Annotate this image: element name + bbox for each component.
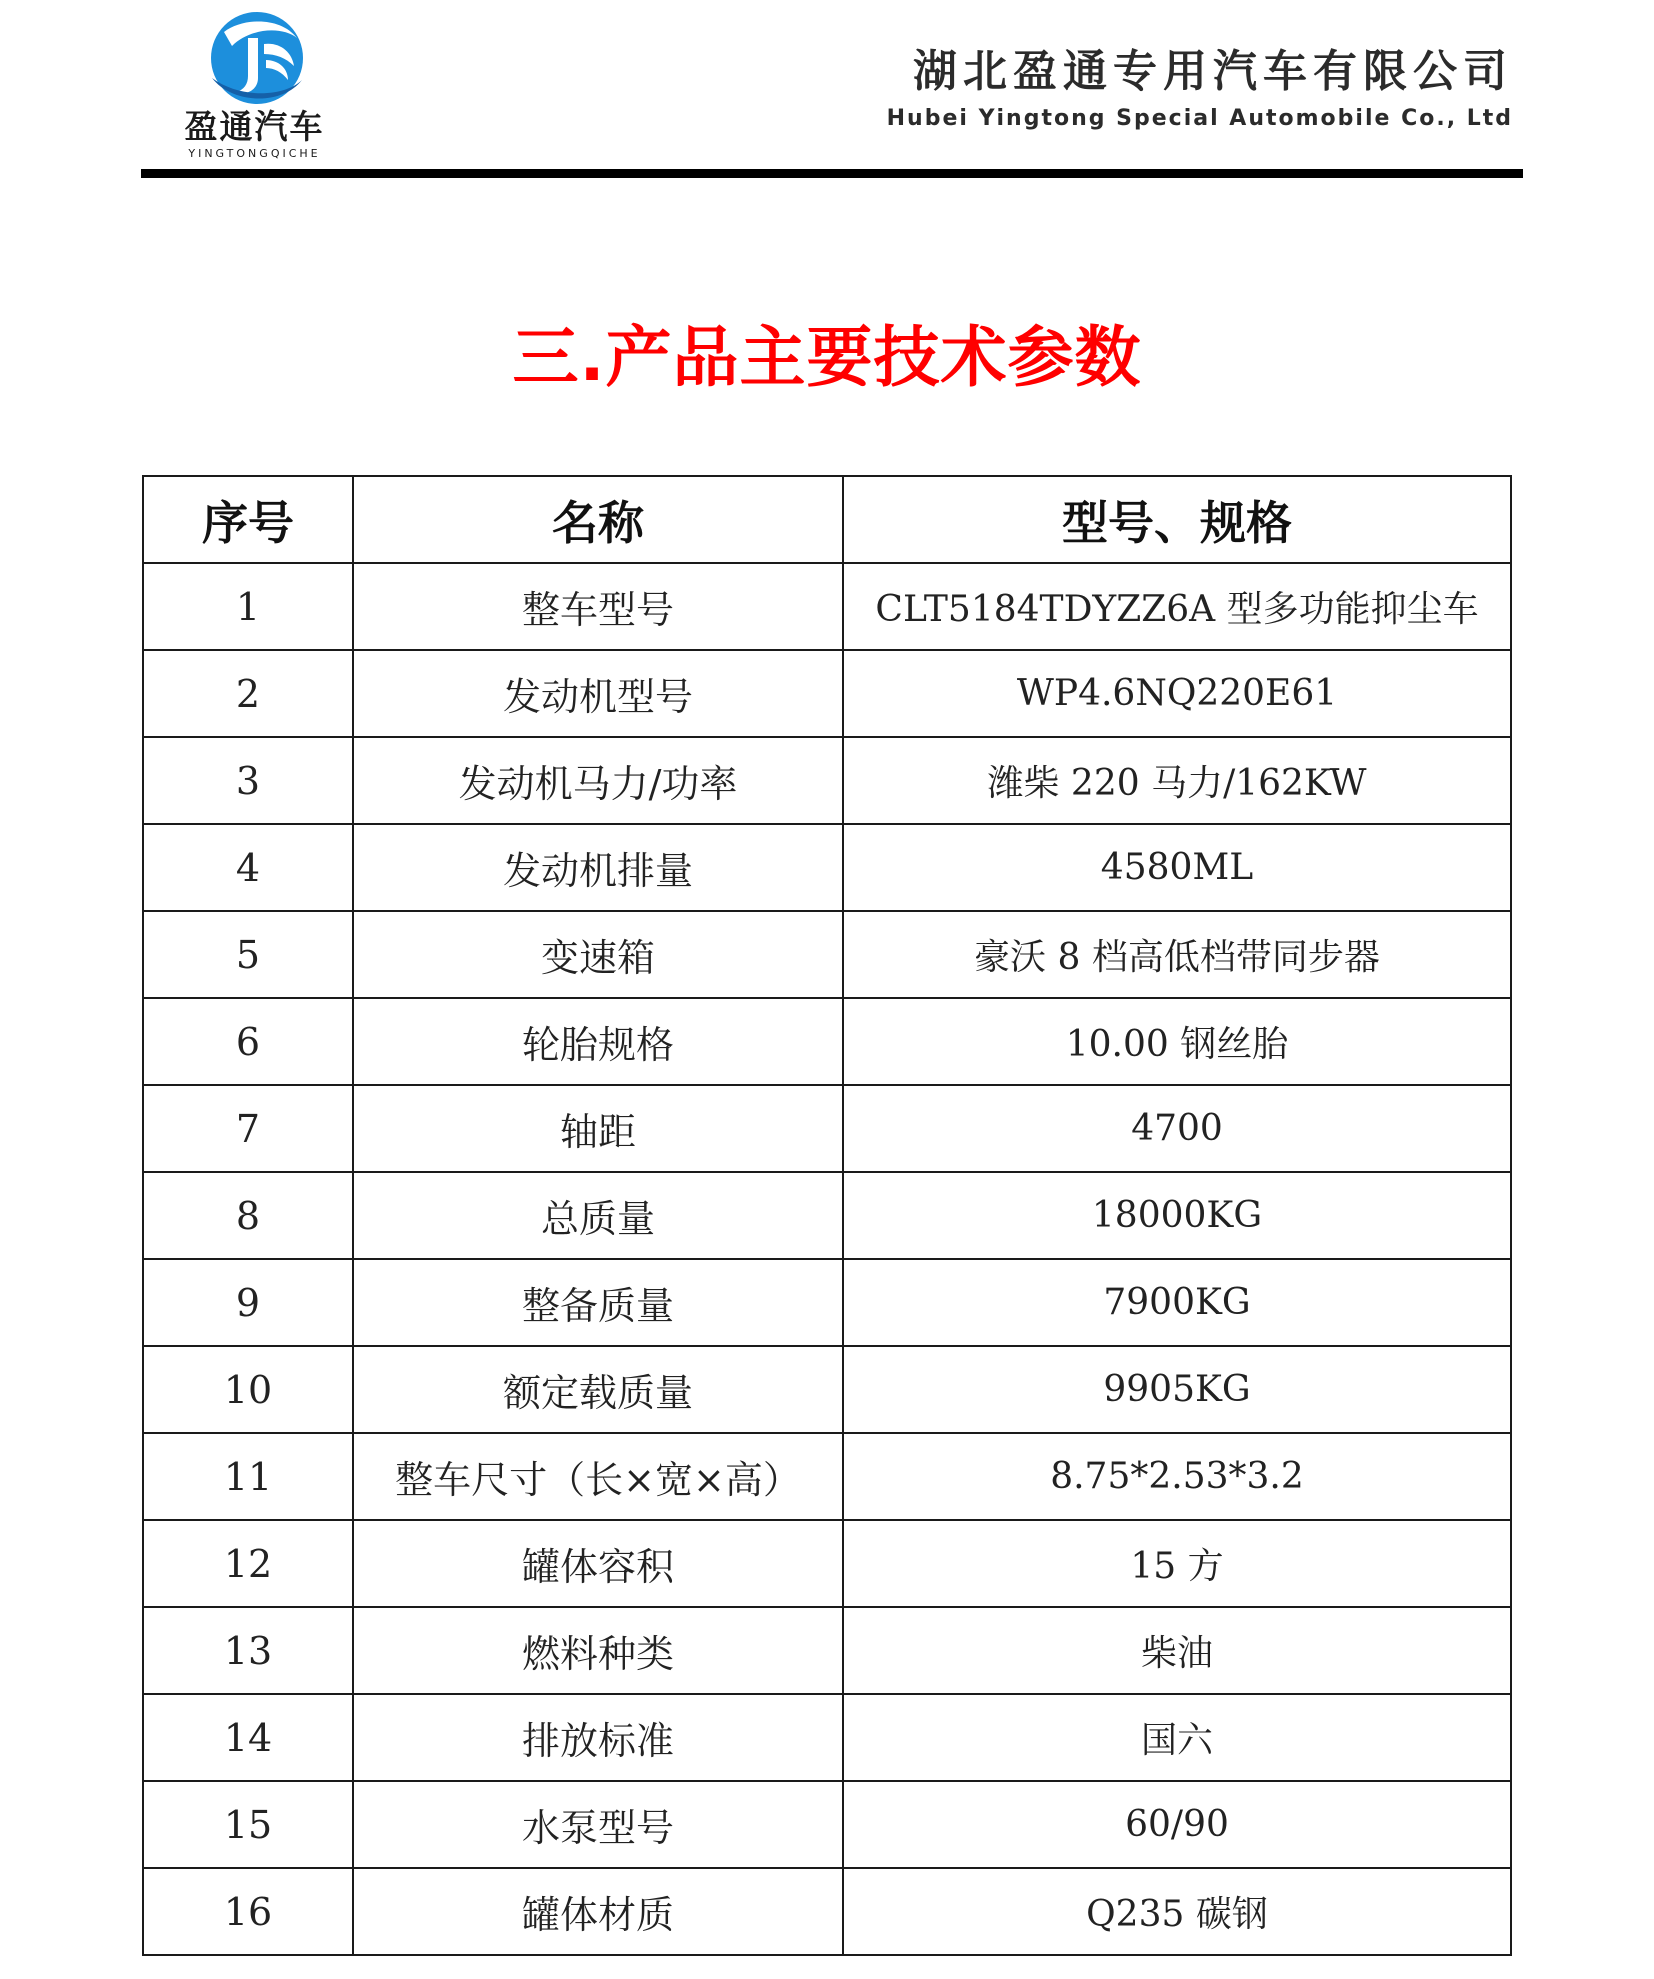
- header-spec: 型号、规格: [843, 476, 1511, 563]
- row-spec: Q235 碳钢: [843, 1868, 1511, 1955]
- row-name: 整车尺寸（长×宽×高）: [353, 1433, 843, 1520]
- table-row: [143, 1781, 1511, 1868]
- row-spec: 柴油: [843, 1607, 1511, 1694]
- page-header: [141, 0, 1523, 178]
- table-row: [143, 1259, 1511, 1346]
- row-index: 6: [143, 998, 353, 1085]
- table-row: [143, 1607, 1511, 1694]
- row-spec: 10.00 钢丝胎: [843, 998, 1511, 1085]
- row-spec: CLT5184TDYZZ6A 型多功能抑尘车: [843, 563, 1511, 650]
- row-spec: 潍柴 220 马力/162KW: [843, 737, 1511, 824]
- row-index: 14: [143, 1694, 353, 1781]
- logo-pinyin: YINGTONGQICHE: [188, 147, 321, 160]
- row-name: 罐体材质: [353, 1868, 843, 1955]
- row-name: 罐体容积: [353, 1520, 843, 1607]
- header-name: 名称: [353, 476, 843, 563]
- row-spec: WP4.6NQ220E61: [843, 650, 1511, 737]
- row-spec: 豪沃 8 档高低档带同步器: [843, 911, 1511, 998]
- row-spec: 7900KG: [843, 1259, 1511, 1346]
- row-name: 发动机马力/功率: [353, 737, 843, 824]
- row-name: 发动机排量: [353, 824, 843, 911]
- row-name: 发动机型号: [353, 650, 843, 737]
- row-name: 轴距: [353, 1085, 843, 1172]
- table-row: [143, 1346, 1511, 1433]
- row-spec: 9905KG: [843, 1346, 1511, 1433]
- table-row: [143, 1868, 1511, 1955]
- row-spec: 国六: [843, 1694, 1511, 1781]
- logo-mark-icon: [202, 8, 312, 108]
- row-spec: 15 方: [843, 1520, 1511, 1607]
- table-row: [143, 737, 1511, 824]
- page-title: 三.产品主要技术参数: [512, 319, 1142, 396]
- row-index: 5: [143, 911, 353, 998]
- row-spec: 18000KG: [843, 1172, 1511, 1259]
- company-logo: [157, 4, 352, 166]
- table-row: [143, 650, 1511, 737]
- row-spec: 8.75*2.53*3.2: [843, 1433, 1511, 1520]
- row-index: 2: [143, 650, 353, 737]
- row-index: 7: [143, 1085, 353, 1172]
- row-name: 整备质量: [353, 1259, 843, 1346]
- row-index: 4: [143, 824, 353, 911]
- company-name-cn: 湖北盈通专用汽车有限公司: [913, 46, 1513, 97]
- table-header-row: [143, 476, 1511, 563]
- row-name: 变速箱: [353, 911, 843, 998]
- row-index: 11: [143, 1433, 353, 1520]
- table-row: [143, 1172, 1511, 1259]
- row-index: 15: [143, 1781, 353, 1868]
- table-row: [143, 998, 1511, 1085]
- table-row: [143, 1694, 1511, 1781]
- row-name: 燃料种类: [353, 1607, 843, 1694]
- row-index: 3: [143, 737, 353, 824]
- table-row: [143, 1085, 1511, 1172]
- row-name: 额定载质量: [353, 1346, 843, 1433]
- company-name-en: Hubei Yingtong Special Automobile Co., Ltd: [886, 106, 1513, 131]
- row-spec: 60/90: [843, 1781, 1511, 1868]
- row-spec: 4700: [843, 1085, 1511, 1172]
- row-index: 13: [143, 1607, 353, 1694]
- row-index: 9: [143, 1259, 353, 1346]
- row-name: 排放标准: [353, 1694, 843, 1781]
- header-divider: [141, 169, 1523, 178]
- row-name: 水泵型号: [353, 1781, 843, 1868]
- row-index: 10: [143, 1346, 353, 1433]
- table-row: [143, 824, 1511, 911]
- row-spec: 4580ML: [843, 824, 1511, 911]
- row-index: 1: [143, 563, 353, 650]
- table-row: [143, 911, 1511, 998]
- table-row: [143, 1433, 1511, 1520]
- row-name: 总质量: [353, 1172, 843, 1259]
- row-name: 整车型号: [353, 563, 843, 650]
- row-index: 8: [143, 1172, 353, 1259]
- table-row: [143, 563, 1511, 650]
- row-name: 轮胎规格: [353, 998, 843, 1085]
- row-index: 12: [143, 1520, 353, 1607]
- table-row: [143, 1520, 1511, 1607]
- row-index: 16: [143, 1868, 353, 1955]
- header-index: 序号: [143, 476, 353, 563]
- spec-table: [142, 475, 1512, 1956]
- logo-name: 盈通汽车: [184, 107, 325, 146]
